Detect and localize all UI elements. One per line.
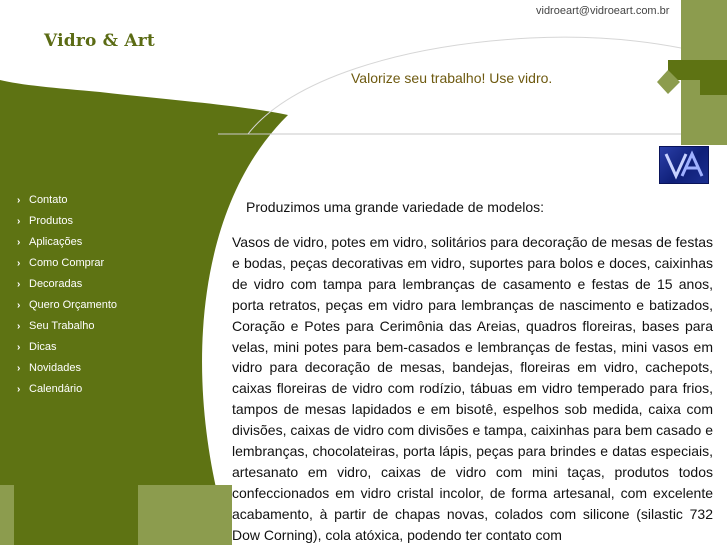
chevron-right-icon: ›	[17, 195, 21, 206]
sidebar-bottom-block-right	[138, 485, 232, 545]
nav-label: Contato	[29, 194, 68, 206]
nav-label: Decoradas	[29, 278, 83, 290]
sidebar-bottom-block-left	[0, 485, 14, 545]
tagline: Valorize seu trabalho! Use vidro.	[351, 70, 553, 86]
nav-label: Dicas	[29, 341, 57, 353]
nav-label: Como Comprar	[29, 257, 105, 269]
brand-title: Vidro & Art	[44, 31, 155, 51]
brand-logo	[659, 146, 709, 184]
chevron-right-icon: ›	[17, 384, 21, 395]
nav-item-seu-trabalho[interactable]	[17, 318, 117, 339]
chevron-right-icon: ›	[17, 342, 21, 353]
nav-item-decoradas[interactable]	[17, 276, 117, 297]
chevron-right-icon: ›	[17, 258, 21, 269]
nav-label: Seu Trabalho	[29, 320, 95, 332]
nav-item-quero-orcamento[interactable]	[17, 297, 117, 318]
main-navigation	[17, 192, 117, 402]
nav-item-como-comprar[interactable]	[17, 255, 117, 276]
nav-item-calendario[interactable]	[17, 381, 117, 402]
va-logo-icon	[662, 150, 706, 180]
nav-item-novidades[interactable]	[17, 360, 117, 381]
nav-item-dicas[interactable]	[17, 339, 117, 360]
products-description: Vasos de vidro, potes em vidro, solitários para decoração de mesas de festas e bodas, peças decorativas em vidro, suportes para bolos e doces, caixinhas de vidro com tampa para lembranças de casamento e festas de 15 anos, porta retratos, peças em vidro para lembranças de nascimento e batizados, Coração e Potes para Cerimônia das Areias, quadros floreiras, bases para velas, mini potes para bem-casados e lembranças de festas, mini vasos em vidro para decoração de mesas, bandejas, floreiras em vidro, cachepots, caixas floreiras de vidro com rodízio, tábuas em vidro temperado para frios, tampos de mesas lapidados e em bisotê, espelhos sob medida, caixa com divisões, caixas de vidro com divisões e tampa, caixinhas para bem casado e lembranças, chocolateiras, porta lápis, peças para brindes e datas especiais, artesanato em vidro, caixas de vidro com mini taças, produtos todos confeccionados em vidro cristal incolor, de forma artesanal, com excelente acabamento, à partir de chapas novas, colados com silicone (silastic 732 Dow Corning), cola atóxica, podendo ter contato com	[232, 234, 713, 543]
chevron-right-icon: ›	[17, 300, 21, 311]
chevron-right-icon: ›	[17, 216, 21, 227]
chevron-right-icon: ›	[17, 363, 21, 374]
chevron-right-icon: ›	[17, 321, 21, 332]
nav-label: Novidades	[29, 362, 81, 374]
nav-item-produtos[interactable]	[17, 213, 117, 234]
nav-item-contato[interactable]	[17, 192, 117, 213]
main-content	[232, 198, 713, 545]
nav-label: Quero Orçamento	[29, 299, 118, 311]
nav-label: Calendário	[29, 383, 83, 395]
nav-item-aplicacoes[interactable]	[17, 234, 117, 255]
intro-text: Produzimos uma grande variedade de modelos:	[246, 199, 545, 215]
nav-label: Produtos	[29, 215, 74, 227]
contact-email[interactable]: vidroeart@vidroeart.com.br	[536, 5, 670, 17]
chevron-right-icon: ›	[17, 279, 21, 290]
nav-label: Aplicações	[29, 236, 83, 248]
chevron-right-icon: ›	[17, 237, 21, 248]
